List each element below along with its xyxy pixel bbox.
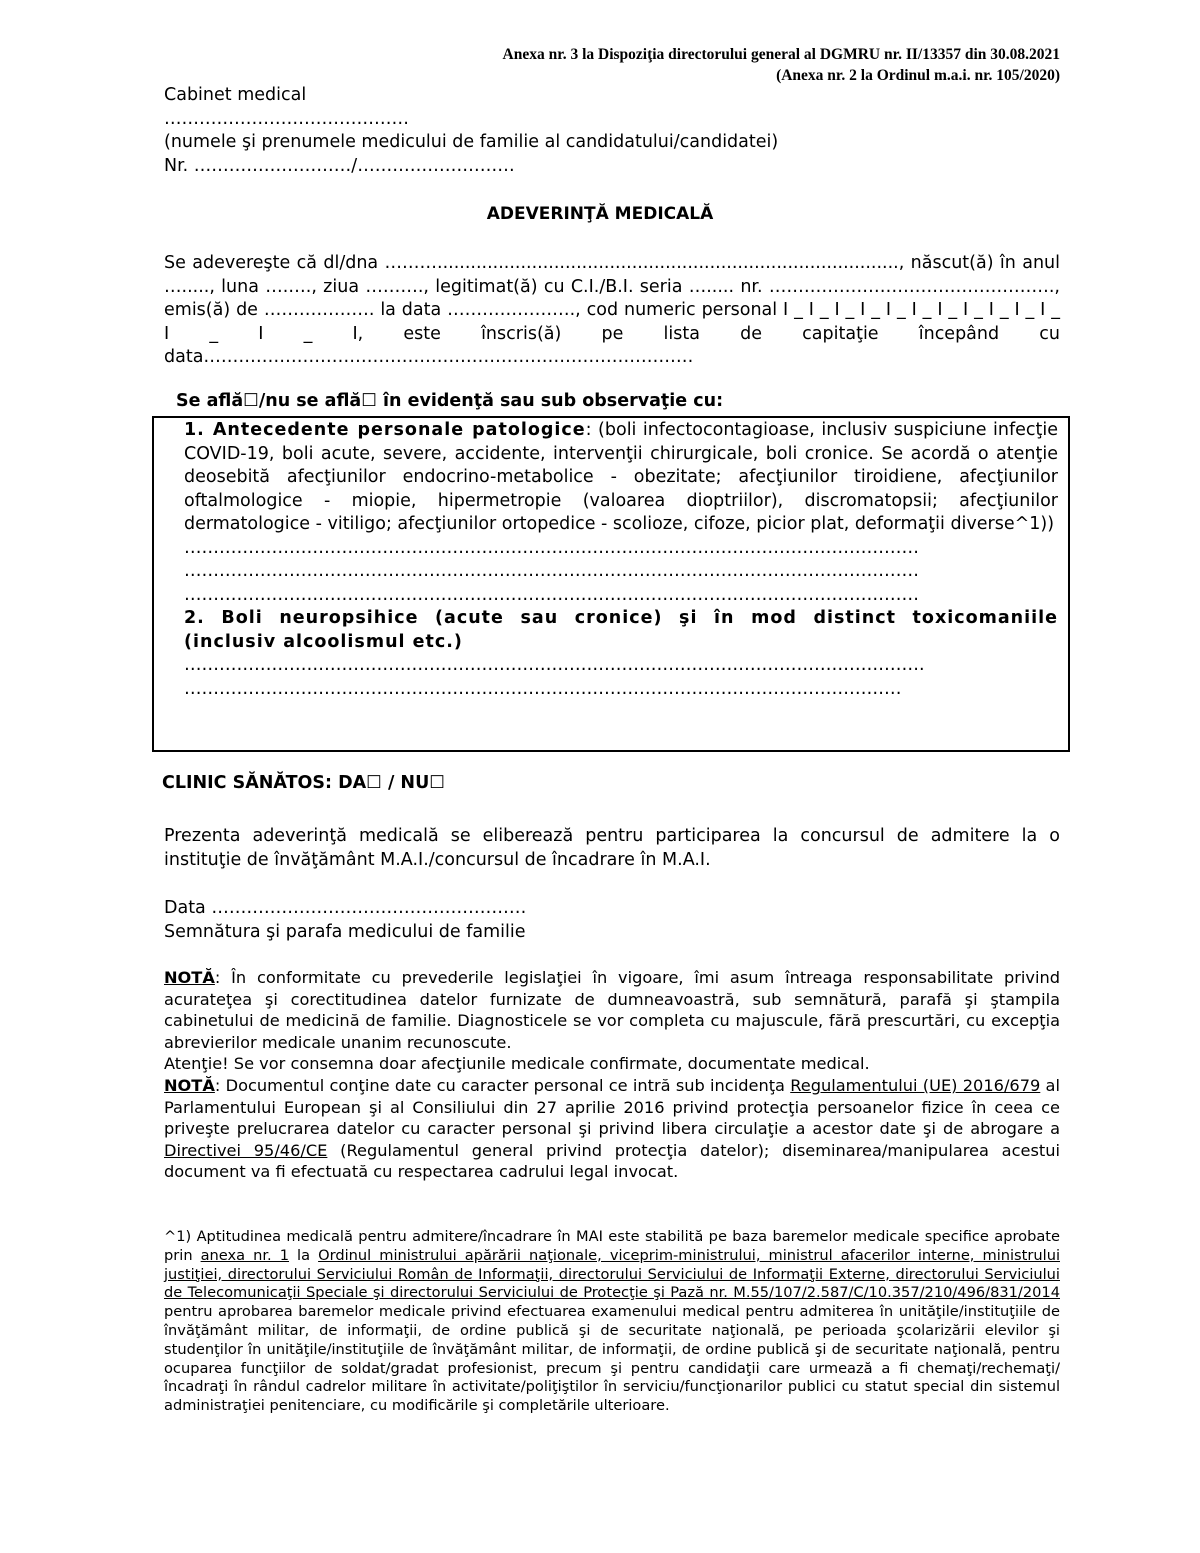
cabinet-header [164, 84, 1060, 178]
section-1-heading: 1. Antecedente personale patologice [184, 420, 586, 440]
directive-link[interactable]: Directivei 95/46/CE [164, 1140, 328, 1160]
annex-reference [503, 44, 1060, 86]
evidence-line [176, 390, 1056, 414]
evidence-prefix: Se află [176, 391, 244, 411]
order-link[interactable]: Ordinul ministrului apărării naţionale, viceprim-ministrului, ministrul afacerilor interne, ministrului justiţiei, directorului Serviciului Român de Informaţii, directorului Serviciului de Informaţii Externe, directorului Serviciului de Telecomunicaţii Speciale şi directorului Serviciului de Protecţie şi Pază nr. M.55/107/2.587/C/10.357/210/496/831/2014 [164, 1246, 1060, 1302]
purpose-paragraph: Prezenta adeverinţă medicală se eliberează pentru participarea la concursul de admitere la o instituţie de învăţământ M.A.I./concursul de încadrare în M.A.I. [164, 826, 1060, 870]
footnote-part-2: la [289, 1246, 319, 1264]
clinic-healthy-line [162, 772, 1058, 796]
doctor-name-caption: (numele şi prenumele medicului de familie al candidatului/candidatei) [164, 132, 779, 152]
cabinet-label: Cabinet medical [164, 85, 307, 105]
section-2-heading: 2. Boli neuropsihice (acute sau cronice) şi în mod distinct toxicomaniile (inclusiv alcoolismul etc.) [184, 608, 1058, 652]
section-1-text [184, 419, 1058, 537]
cabinet-dots: …………………………………… [164, 108, 409, 129]
regulation-link[interactable]: Regulamentului (UE) 2016/679 [790, 1076, 1041, 1095]
clinic-label: CLINIC SĂNĂTOS: DA [162, 773, 367, 793]
document-title: ADEVERINŢĂ MEDICALĂ [486, 204, 714, 224]
footnote [164, 1228, 1060, 1416]
signature-label: Semnătura şi parafa medicului de familie [164, 921, 526, 942]
signature-date: Data ……………………………………………… [164, 898, 527, 918]
signature-block [164, 897, 1060, 944]
identity-paragraph: Se adevereşte că dl/dna ………..................................................................................., născut(ă) în anul …....., luna ….…., ziua ………., legitimat(ă) cu C.I./B.I. seria …..... nr. …………………………………………., emis(ă) de ………………. la data …………………., cod numeric personal I _ I _ I _ I _ I _ I _ I _ I _ I _ I _ I _ I _ I _ I, este înscris(ă) pe lista de capitaţie începând cu data………………………………………………………………………… [164, 253, 1060, 367]
note-2-label: NOTĂ [164, 1076, 215, 1095]
medical-history-content [184, 419, 1058, 701]
checkbox-da[interactable]: ☐ [366, 773, 382, 793]
section-2-dots-2: …………………………………………………………………………………………………………… [184, 678, 902, 699]
annex-line-1: Anexa nr. 3 la Dispoziţia directorului general al DGMRU nr. II/13357 din 30.08.2021 [502, 46, 1060, 63]
annex-line-2: (Anexa nr. 2 la Ordinul m.a.i. nr. 105/2020) [776, 67, 1060, 84]
note-2-part-3: (Regulamentul general privind protecţia datelor); diseminarea/manipularea acestui document va fi efectuată cu respectarea cadrului legal invocat. [164, 1140, 1060, 1182]
section-1-dots-2: ……………………………………………………………………………………………………………… [184, 561, 919, 581]
note-1-text: : În conformitate cu prevederile legislaţiei în vigoare, îmi asum întreaga responsabilitate privind acurateţea şi corectitudinea datelor furnizate de dumneavoastră, sub semnătură, parafă şi ştampila cabinetului de medicină de familie. Diagnosticele se vor completa cu majuscule, fără prescurtări, cu excepţia abrevierilor medicale unanim recunoscute. [164, 968, 1060, 1052]
note-1 [164, 967, 1060, 1053]
note-2-part-2: al Parlamentului European şi al Consiliului din 27 aprilie 2016 privind protecţia persoanelor fizice în ceea ce priveşte prelucrarea datelor cu caracter personal şi privind libera circulaţie a acestor date şi de abrogare a [164, 1076, 1060, 1139]
note-1-label: NOTĂ [164, 968, 215, 987]
footnote-part-3: pentru aprobarea baremelor medicale privind efectuarea examenului medical pentru admiterea în unităţile/instituţiile de învăţământ militar, de informaţii, de ordine publică şi de securitate naţională, pe perioada şcolarizării elevilor şi studenţilor în unităţile/instituţiile de învăţământ militar, de informaţii, de ordine publică şi de securitate naţională, pentru ocuparea funcţiilor de soldat/gradat profesionist, precum şi pentru candidaţii care urmează a fi chemaţi/rechemaţi/încadraţi în rândul cadrelor militare în activitate/poliţiştilor în serviciu/funcţionarilor publici cu statut special din sistemul administraţiei penitenciare, cu modificările şi completările ulterioare. [164, 1303, 1060, 1415]
registration-number: Nr. ………………………/……………………… [164, 155, 515, 176]
section-1-dots-1: ……………………………………………………………………………………………………………… [184, 537, 919, 558]
note-2 [164, 1075, 1060, 1183]
checkbox-nu-se-afla[interactable]: ☐ [361, 391, 377, 411]
checkbox-nu[interactable]: ☐ [429, 773, 445, 793]
clinic-middle: / NU [381, 773, 430, 793]
footnote-part-1: ^1) Aptitudinea medicală pentru admitere/încadrare în MAI este stabilită pe baza baremelor medicale specifice aprobate prin [164, 1228, 1060, 1264]
attention-line: Atenţie! Se vor consemna doar afecţiunile medicale confirmate, documentate medical. [164, 1054, 870, 1073]
checkbox-se-afla[interactable]: ☐ [243, 391, 259, 411]
note-2-part-1: : Documentul conţine date cu caracter personal ce intră sub incidenţa [214, 1076, 791, 1095]
section-2-dots-1: ………………………………………………………………………………………………………………. [184, 655, 925, 675]
section-1-body: : (boli infectocontagioase, inclusiv suspiciune infecţie COVID-19, boli acute, severe, accidente, intervenţii chirurgicale, boli cronice. Se acordă o atenţie deosebită afecţiunilor endocrino-metabolice - obezitate; afecţiunilor tiroidiene, afecţiunilor oftalmologice - miopie, hipermetropie (valoarea dioptriilor), discromatopsii; afecţiunilor dermatologice - vitiligo; afecţiunilor ortopedice - scolioze, cifoze, picior plat, deformaţii diverse^1)) [184, 420, 1058, 534]
evidence-middle: /nu se află [258, 391, 362, 411]
annex-link[interactable]: anexa nr. 1 [200, 1246, 290, 1264]
evidence-suffix: în evidenţă sau sub observaţie cu: [376, 391, 724, 411]
section-1-dots-3: ……………………………………………………………………………………………………………… [184, 584, 919, 605]
